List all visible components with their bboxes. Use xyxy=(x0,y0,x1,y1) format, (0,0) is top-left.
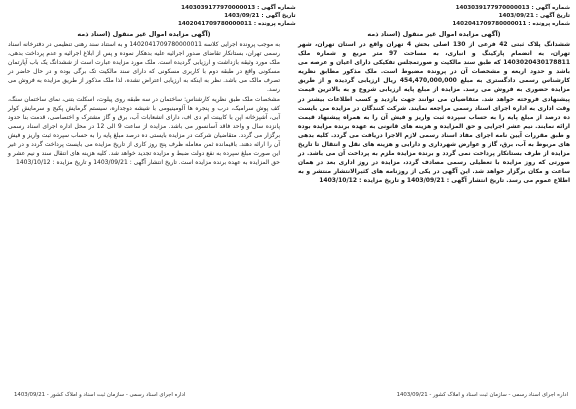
case-number: شماره پرونده : 1402041709780000011 xyxy=(178,21,296,27)
header-left xyxy=(178,4,296,28)
ad-number: شماره آگهی : 1403039177970000013 xyxy=(181,5,296,11)
header-right xyxy=(452,4,570,28)
auction-notice-left xyxy=(8,30,280,167)
auction-notice-right xyxy=(298,30,570,186)
notice-title: (آگهی مزایده اموال غیر منقول (اسناد ذمه xyxy=(367,30,501,38)
footer-right: اداره اجرای اسناد رسمی - سازمان ثبت اسناد و املاک کشور - 1403/09/21 xyxy=(396,392,568,398)
ad-date: تاریخ آگهی : 1403/09/21 xyxy=(498,13,570,19)
notice-body: ششدانگ پلاک ثبتی 42 فرعی از 130 اصلی بخش 4 تهران واقع در استان تهران، شهر تهران، به انضمام پارکینگ و انباری، به مساحت 97 متر مربع و شماره ملک 1403020430178811 که طبق سند مالکیت و صورتمجلس تفکیکی دارای اعیان و عرصه می باشد و حدود اربعه و مشخصات آن در پرونده مضبوط است. ملک مذکور مطابق نظریه کارشناس رسمی دادگستری به مبلغ 454,470,000,000 ریال ارزیابی گردیده و از طریق مزایده حضوری به فروش می رسد. مزایده از مبلغ پایه ارزیابی شروع و به بالاترین قیمت پیشنهادی فروخته خواهد شد. متقاضیان می توانند جهت بازدید و کسب اطلاعات بیشتر در وقت اداری به اداره اجرای اسناد رسمی مراجعه نمایند. شرکت کنندگان در مزایده می بایست ده درصد از مبلغ پایه را به حساب سپرده ثبت واریز و فیش آن را به همراه پیشنهاد قیمت ارائه نمایند. نیم عشر اجرایی و حق المزایده و هزینه های قانونی به عهده برنده مزایده بوده و طبق مقررات آیین نامه اجرای مفاد اسناد رسمی لازم الاجرا دریافت می گردد. کلیه بدهی های مربوط به آب، برق، گاز و عوارض شهرداری و دارایی و هزینه های نقل و انتقال تا تاریخ مزایده از طرف بستانکار پرداخت نمی گردد و برنده مزایده ملزم به پرداخت آن می باشد. در صورتی که روز مزایده با تعطیلی رسمی مصادف گردد، مزایده در روز اداری بعد در همان ساعت و مکان برگزار خواهد شد. این آگهی در یکی از روزنامه های کثیرالانتشار منتشر و به اطلاع عموم می رسد. تاریخ انتشار آگهی : 1403/09/21 و تاریخ مزایده : 1403/10/12 xyxy=(298,41,571,185)
ad-number: شماره آگهی : 1403039177970000013 xyxy=(455,5,570,11)
notice-title: (آگهی مزایده اموال غیر منقول (اسناد ذمه xyxy=(77,30,211,38)
notice-body-details: مشخصات ملک طبق نظریه کارشناس: ساختمان در سه طبقه روی پیلوت، اسکلت بتنی، نمای ساختمان سنگ، کف پوش سرامیک، درب و پنجره ها آلومینیومی با شیشه دوجداره، سیستم گرمایش پکیج و سرمایش کولر آبی، آشپزخانه اپن با کابینت ام دی اف، دارای انشعابات آب، برق و گاز مشترک و اختصاصی، قدمت بنا حدود پانزده سال و واحد فاقد آسانسور می باشد. مزایده از ساعت 9 الی 12 در محل اداره اجرای اسناد رسمی برگزار می گردد. متقاضیان شرکت در مزایده بایستی ده درصد مبلغ پایه را به حساب سپرده ثبت واریز و فیش آن را ارائه دهند. باقیمانده ثمن معامله ظرف پنج روز کاری از تاریخ مزایده می بایست پرداخت گردد و در غیر این صورت مبلغ سپرده به نفع دولت ضبط و مزایده تجدید خواهد شد. کلیه هزینه های انتقال سند و نیم عشر و حق المزایده به عهده برنده مزایده است. تاریخ انتشار آگهی : 1403/09/21 و تاریخ مزایده : 1403/10/12 xyxy=(8,95,281,167)
case-number: شماره پرونده : 1402041709780000011 xyxy=(452,21,570,27)
footer-left: اداره اجرای اسناد رسمی - سازمان ثبت اسناد و املاک کشور - 1403/09/21 xyxy=(14,392,186,398)
ad-date: تاریخ آگهی : 1403/09/21 xyxy=(224,13,296,19)
notice-body-intro: به موجب پرونده اجرایی کلاسه 1402041709780000011 و به استناد سند رهنی تنظیمی در دفترخانه اسناد رسمی تهران، بستانکار تقاضای صدور اجرائیه علیه بدهکار نموده و پس از ابلاغ اجرائیه و عدم پرداخت بدهی، ملک مورد وثیقه بازداشت و ارزیابی گردیده است. ملک مورد مزایده عبارت است از ششدانگ یک باب آپارتمان مسکونی واقع در طبقه دوم با کاربری مسکونی که دارای سند مالکیت تک برگی بوده و در حال حاضر در تصرف مالک می باشد. نظر به اینکه به ارزیابی اعتراض نشده، لذا ملک مذکور از طریق مزایده به فروش می رسد. xyxy=(8,41,280,94)
